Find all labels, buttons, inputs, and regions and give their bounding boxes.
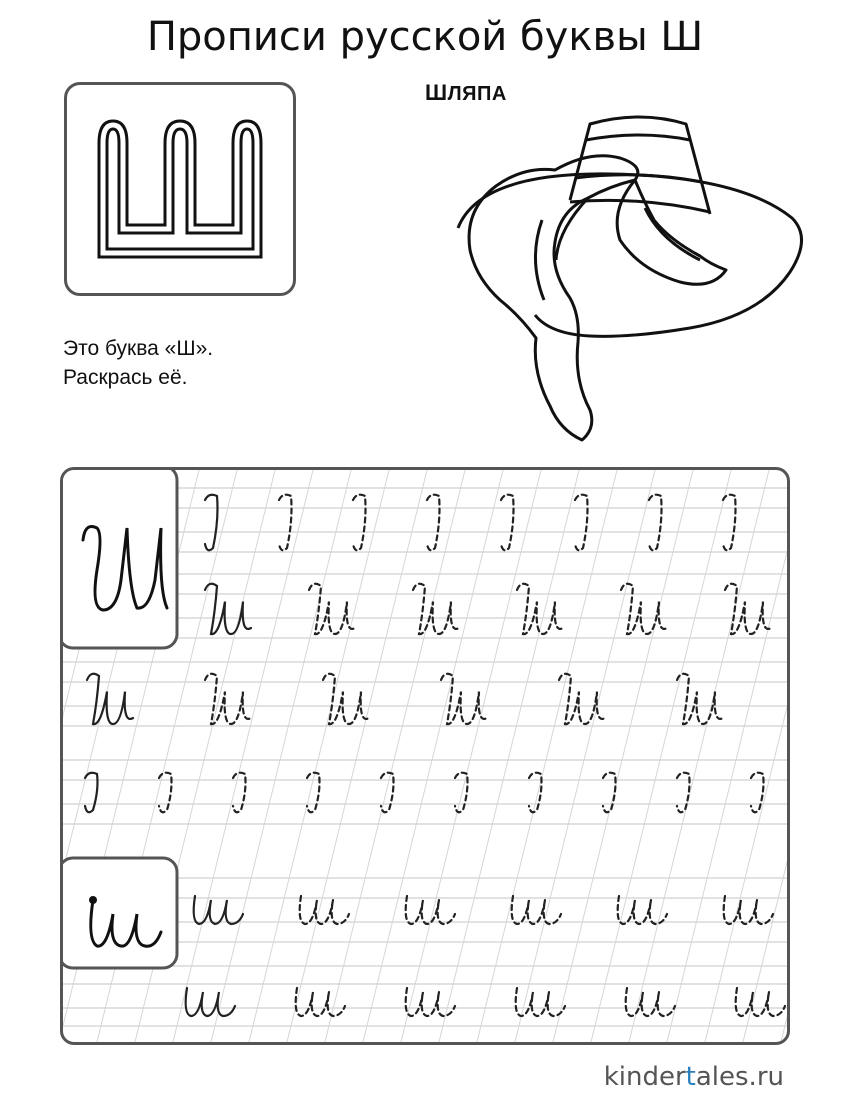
tracing-stroke (649, 495, 662, 551)
tracing-letter (677, 674, 723, 724)
tracing-letter (205, 674, 251, 724)
tracing-letter (559, 674, 605, 724)
tracing-letter (441, 674, 487, 724)
page-title: Прописи русской буквы Ш (146, 14, 704, 60)
tracing-letter (406, 896, 455, 924)
tracing-letter (626, 988, 675, 1016)
slant-line (325, 470, 465, 1042)
tracing-letter (725, 584, 771, 634)
slant-line (477, 470, 617, 1042)
footer-prefix: kinder (603, 1062, 686, 1092)
instruction-text (63, 334, 213, 392)
slant-line (363, 470, 503, 1042)
tracing-stroke (501, 495, 514, 551)
slant-line (629, 470, 769, 1042)
tracing-letter (309, 584, 355, 634)
tracing-letter (517, 584, 563, 634)
slant-line (743, 470, 787, 1042)
slant-line (667, 470, 787, 1042)
tracing-letter (87, 674, 133, 724)
tracing-stroke (85, 773, 98, 813)
tracing-stroke (723, 495, 736, 551)
tracing-letter (413, 584, 459, 634)
musketeer-hat-icon (440, 110, 820, 450)
word-first-letter: Ш (425, 80, 448, 105)
slant-line (553, 470, 693, 1042)
tracing-letter (618, 896, 667, 924)
tracing-stroke (233, 773, 246, 813)
tracing-letter (205, 584, 251, 634)
tracing-stroke (205, 495, 218, 551)
handwriting-sheet (60, 467, 790, 1045)
tracing-letter (736, 988, 785, 1016)
slant-line (591, 470, 731, 1042)
footer-suffix: ales.ru (695, 1062, 784, 1092)
tracing-stroke (159, 773, 172, 813)
letter-box (64, 82, 296, 296)
slant-line (401, 470, 541, 1042)
tracing-stroke (427, 495, 440, 551)
slant-line (173, 470, 313, 1042)
tracing-letter (512, 896, 561, 924)
tracing-stroke (529, 773, 542, 813)
lowercase-sample-frame (63, 858, 177, 968)
tracing-letter (194, 896, 243, 924)
site-footer (604, 1062, 784, 1092)
picture-word (425, 80, 507, 106)
slant-line (287, 470, 427, 1042)
tracing-letter (516, 988, 565, 1016)
outlined-letter-sha-icon (67, 85, 293, 293)
tracing-letter (323, 674, 369, 724)
tracing-letter (186, 988, 235, 1016)
tracing-stroke (575, 495, 588, 551)
instruction-line-1: Это буква «Ш». (63, 337, 214, 360)
handwriting-lines (63, 470, 787, 1042)
instruction-line-2: Раскрась её. (63, 366, 188, 389)
slant-line (439, 470, 579, 1042)
tracing-stroke (279, 495, 292, 551)
footer-accent: t (685, 1062, 696, 1092)
tracing-letter (724, 896, 773, 924)
slant-line (211, 470, 351, 1042)
slant-line (705, 470, 787, 1042)
word-rest: ЛЯПА (447, 83, 507, 105)
slant-line (249, 470, 389, 1042)
tracing-stroke (353, 495, 366, 551)
tracing-stroke (677, 773, 690, 813)
tracing-letter (300, 896, 349, 924)
slant-line (515, 470, 655, 1042)
tracing-stroke (751, 773, 764, 813)
tracing-letter (621, 584, 667, 634)
